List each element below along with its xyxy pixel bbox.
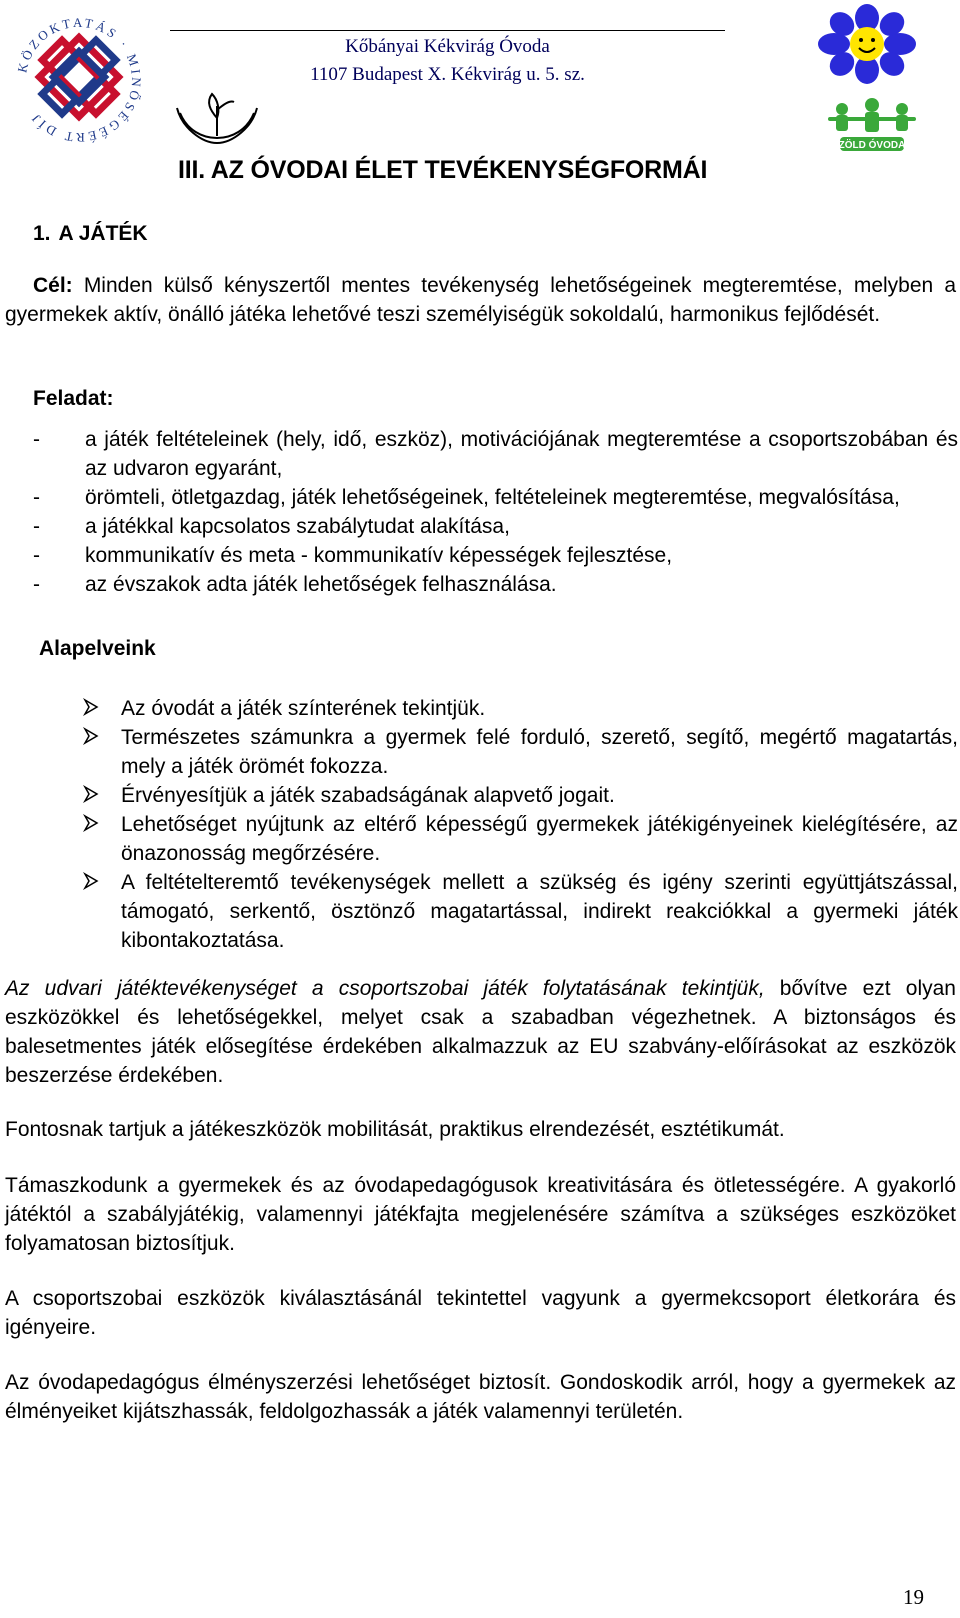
hands-logo: [172, 88, 262, 148]
principles-list: [83, 694, 958, 955]
goal-label: Cél:: [33, 274, 73, 297]
arrow-bullet-icon: [83, 872, 99, 890]
section-heading: [33, 222, 148, 246]
principles-heading: Alapelveink: [39, 637, 156, 660]
arrow-bullet-icon: [83, 698, 99, 716]
task-item: - az évszakok adta játék lehetőségek felhasználása.: [33, 570, 958, 599]
arrow-bullet-icon: [83, 785, 99, 803]
principle-item: [83, 868, 958, 955]
goal-paragraph: [5, 271, 956, 329]
principle-text: Természetes számunkra a gyermek felé forduló, szerető, segítő, megértő magatartás, mely a játék örömét fokozza.: [121, 726, 958, 778]
green-kindergarten-logo: [822, 95, 922, 155]
paragraph-creativity: Támaszkodunk a gyermekek és az óvodapedagógusok kreativitására és ötletességére. A gyakorló játéktól a szabályjátékig, valamennyi játékfajta megjelenésére számítva a szükséges eszközöket folyamatosan biztosítjuk.: [5, 1174, 956, 1255]
school-header: [170, 30, 725, 89]
principle-text: Érvényesítjük a játék szabadságának alapvető jogait.: [121, 784, 615, 807]
tasks-label-text: Feladat:: [33, 387, 114, 410]
svg-text:ZÖLD ÓVODA: ZÖLD ÓVODA: [838, 140, 906, 151]
paragraph-outdoor-play-italic: Az udvari játéktevékenységet a csoportszobai játék folytatásának tekintjük,: [5, 977, 765, 1000]
task-item: - a játék feltételeinek (hely, idő, eszköz), motivációjának megteremtése a csoportszobában és az udvaron egyaránt,: [33, 425, 958, 483]
section-title: A JÁTÉK: [58, 222, 148, 245]
paragraph-outdoor-play: [5, 974, 956, 1090]
paragraph-mobility: Fontosnak tartjuk a játékeszközök mobilitását, praktikus elrendezését, esztétikumát.: [5, 1118, 785, 1141]
task-item: - a játékkal kapcsolatos szabálytudat alakítása,: [33, 512, 958, 541]
paragraph-tool-selection: A csoportszobai eszközök kiválasztásánál tekintettel vagyunk a gyermekcsoport életkorára és igényeire.: [5, 1287, 956, 1339]
tasks-list: [33, 425, 958, 599]
task-item: - örömteli, ötletgazdag, játék lehetőségeinek, feltételeinek megteremtése, megvalósítása,: [33, 483, 958, 512]
principle-item: [83, 694, 958, 723]
paragraph-outdoor-play-rest: bővítve ezt olyan eszközökkel és lehetőségekkel, melyet csak a szabadban végezhetnek. A biztonságos és balesetmentes játék elősegítése érdekében alkalmazzuk az EU szabvány-előírásokat az eszközök beszerzése érdekében.: [5, 977, 956, 1087]
principle-text: A feltételteremtő tevékenységek mellett a szükség és igény szerinti együttjátszással, támogató, serkentő, ösztönző magatartással, indirekt reakciókkal a gyermeki játék kibontakoztatása.: [121, 871, 958, 952]
tasks-label: [33, 384, 960, 413]
school-address: 1107 Budapest X. Kékvirág u. 5. sz.: [310, 64, 585, 85]
principle-text: Az óvodát a játék színterének tekintjük.: [121, 697, 486, 720]
goal-text: Minden külső kényszertől mentes tevékenység lehetőségeinek megteremtése, melyben a gyermekek aktív, önálló játéka lehetővé teszi személyiségük sokoldalú, harmonikus fejlődését.: [5, 274, 956, 326]
task-item: - kommunikatív és meta - kommunikatív képességek fejlesztése,: [33, 541, 958, 570]
paragraph-experiences: Az óvodapedagógus élményszerzési lehetőséget biztosít. Gondoskodik arról, hogy a gyermekek az élményeiket kijátszhassák, feldolgozhassák a játék valamennyi területén.: [5, 1371, 956, 1423]
arrow-bullet-icon: [83, 727, 99, 745]
school-name: Kőbányai Kékvirág Óvoda: [345, 36, 550, 57]
flower-logo: [812, 4, 922, 84]
page-number: 19: [903, 1585, 924, 1609]
principle-text: Lehetőséget nyújtunk az eltérő képességű gyermekek játékigényeinek kielégítésére, az önazonosság megőrzésére.: [121, 813, 958, 865]
document-title: III. AZ ÓVODAI ÉLET TEVÉKENYSÉGFORMÁI: [178, 156, 708, 184]
award-logo: [4, 2, 154, 152]
award-logo-ring-text: KÖZOKTATÁS · MINŐSÉGÉÉRT DÍJ: [14, 14, 145, 146]
principle-item: [83, 781, 958, 810]
section-number: 1.: [33, 222, 51, 245]
principle-item: [83, 723, 958, 781]
principle-item: [83, 810, 958, 868]
arrow-bullet-icon: [83, 814, 99, 832]
